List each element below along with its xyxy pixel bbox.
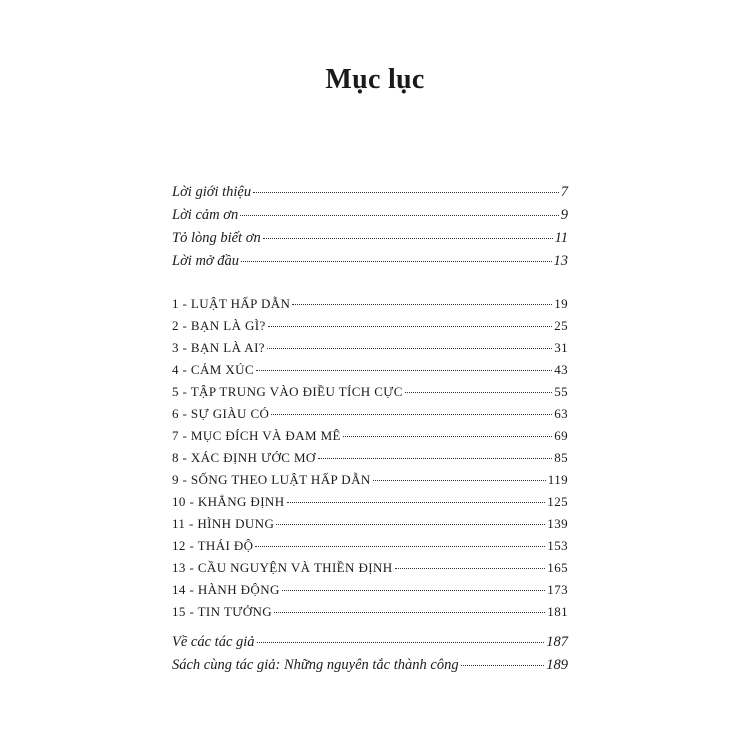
toc-entry: [172, 428, 568, 450]
dot-leader: [256, 370, 552, 371]
toc-entry-page: 19: [554, 296, 568, 311]
toc-entry-label: 3 - BẠN LÀ AI?: [172, 340, 265, 355]
dot-leader: [373, 480, 546, 481]
toc-entry: [172, 184, 568, 207]
toc-entry-label: Về các tác giả: [172, 634, 255, 650]
dot-leader: [253, 192, 559, 193]
toc-entry: [172, 657, 568, 680]
dot-leader: [240, 215, 559, 216]
toc-entry-page: 119: [547, 472, 568, 487]
toc-entry: [172, 582, 568, 604]
toc-entry-label: 6 - SỰ GIÀU CÓ: [172, 406, 270, 421]
toc-entry-label: Lời cảm ơn: [172, 207, 239, 223]
intro-section: [172, 184, 568, 276]
toc-entry-page: 25: [554, 318, 568, 333]
dot-leader: [292, 304, 552, 305]
toc-entry-label: 15 - TIN TƯỞNG: [172, 604, 273, 619]
toc-entry: [172, 538, 568, 560]
toc-entry-page: 63: [554, 406, 568, 421]
toc-entry-label: Tỏ lòng biết ơn: [172, 230, 261, 246]
toc-entry: [172, 406, 568, 428]
toc-entry-page: 9: [560, 207, 568, 223]
toc-entry: [172, 253, 568, 276]
toc-entry-page: 125: [547, 494, 568, 509]
toc-entry: [172, 296, 568, 318]
dot-leader: [405, 392, 552, 393]
dot-leader: [271, 414, 552, 415]
toc-entry-label: 1 - LUẬT HẤP DẪN: [172, 296, 291, 311]
dot-leader: [282, 590, 546, 591]
dot-leader: [276, 524, 545, 525]
toc-entry-label: 8 - XÁC ĐỊNH ƯỚC MƠ: [172, 450, 316, 465]
toc-entry: [172, 472, 568, 494]
toc-entry: [172, 494, 568, 516]
toc-entry-label: 13 - CẦU NGUYỆN VÀ THIỀN ĐỊNH: [172, 560, 393, 575]
dot-leader: [395, 568, 546, 569]
dot-leader: [461, 665, 545, 666]
dot-leader: [318, 458, 552, 459]
dot-leader: [255, 546, 545, 547]
toc-entry-page: 13: [553, 253, 568, 269]
toc-entry-label: 2 - BẠN LÀ GÌ?: [172, 318, 266, 333]
toc-entry-page: 165: [547, 560, 568, 575]
dot-leader: [267, 348, 552, 349]
toc-entry: [172, 230, 568, 253]
toc-entry-page: 55: [554, 384, 568, 399]
toc-entry-page: 85: [554, 450, 568, 465]
page-title: Mục lục: [325, 64, 425, 95]
toc-entry: [172, 634, 568, 657]
toc-entry-label: Lời giới thiệu: [172, 184, 252, 200]
toc-entry-page: 173: [547, 582, 568, 597]
toc-entry: [172, 340, 568, 362]
outro-section: [172, 634, 568, 680]
toc-entry-label: 14 - HÀNH ĐỘNG: [172, 582, 280, 597]
toc-entry-page: 189: [546, 657, 568, 673]
chapters-section: [172, 296, 568, 626]
toc-entry-label: 4 - CẢM XÚC: [172, 362, 255, 377]
toc-entry-page: 11: [554, 230, 568, 246]
toc-entry-label: 9 - SỐNG THEO LUẬT HẤP DẪN: [172, 472, 371, 487]
dot-leader: [257, 642, 545, 643]
toc-entry-label: 5 - TẬP TRUNG VÀO ĐIỀU TÍCH CỰC: [172, 384, 403, 399]
toc-entry-page: 187: [546, 634, 568, 650]
toc-entry-label: 12 - THÁI ĐỘ: [172, 538, 254, 553]
toc-entry-page: 181: [547, 604, 568, 619]
toc-entry: [172, 450, 568, 472]
toc-entry-page: 43: [554, 362, 568, 377]
dot-leader: [343, 436, 552, 437]
toc-entry: [172, 516, 568, 538]
dot-leader: [241, 261, 551, 262]
toc-entry-page: 31: [554, 340, 568, 355]
dot-leader: [274, 612, 545, 613]
toc-entry-label: Sách cùng tác giả: Những nguyên tắc thành công: [172, 657, 459, 673]
dot-leader: [263, 238, 553, 239]
toc-entry: [172, 384, 568, 406]
toc-entry-label: 7 - MỤC ĐÍCH VÀ ĐAM MÊ: [172, 428, 341, 443]
toc-entry: [172, 362, 568, 384]
toc-entry-page: 69: [554, 428, 568, 443]
toc-entry: [172, 207, 568, 230]
toc-entry-label: Lời mở đầu: [172, 253, 240, 269]
toc-entry: [172, 604, 568, 626]
toc-entry: [172, 318, 568, 340]
toc-entry-page: 139: [547, 516, 568, 531]
toc-entry: [172, 560, 568, 582]
dot-leader: [287, 502, 546, 503]
toc-entry-page: 7: [560, 184, 568, 200]
toc-entry-page: 153: [547, 538, 568, 553]
toc-entry-label: 11 - HÌNH DUNG: [172, 516, 275, 531]
toc-entry-label: 10 - KHẲNG ĐỊNH: [172, 494, 285, 509]
dot-leader: [268, 326, 552, 327]
